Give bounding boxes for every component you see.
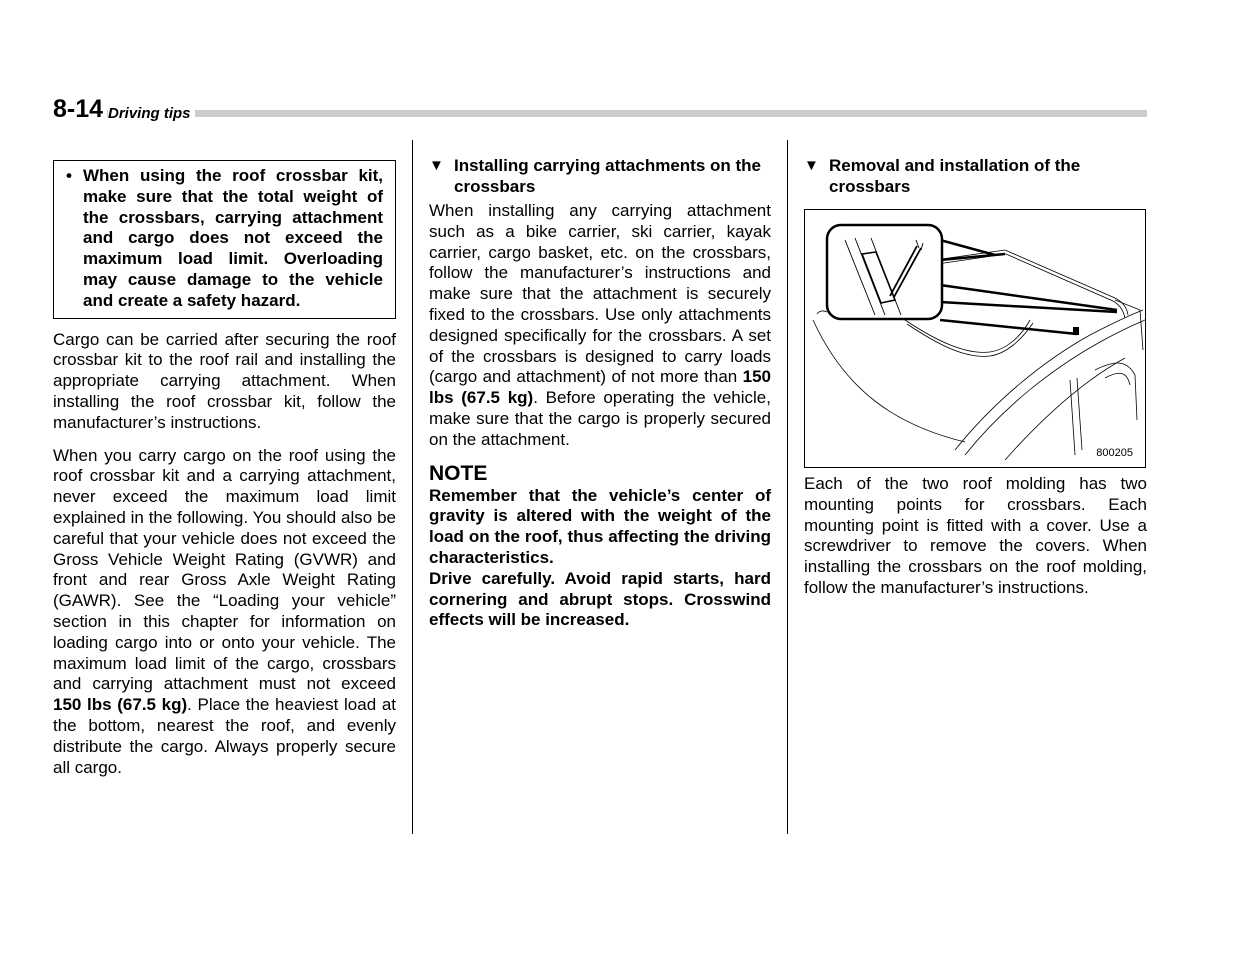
note-paragraph-1: Remember that the vehicle’s center of gravity is altered with the weight of the load on the roof, thus affecting the driving characteristics. — [429, 485, 771, 567]
paragraph-load-limit — [53, 446, 396, 779]
page-number: 8-14 — [53, 95, 107, 123]
heading-installing-attachments — [429, 155, 771, 197]
text-run: When installing any carrying attachment such as a bike carrier, ski carrier, kayak carrier, cargo basket, etc. on the crossbars, follow the manufacturer’s instructions and make sure that the attachment is securely fixed to the crossbars. Use only attachments designed specifically for the crossbars. A set of the crossbars is designed to carry loads (cargo and attachment) of not more than — [429, 201, 771, 387]
figure-id: 800205 — [1096, 447, 1133, 459]
paragraph-mounting-points: Each of the two roof molding has two mounting points for crossbars. Each mounting point is fitted with a cover. Use a screwdriver to remove the covers. When installing the crossbars on the roof molding, follow the manufacturer’s instructions. — [804, 474, 1147, 597]
text-run: . Before operating the vehicle, make sure that the cargo is properly secured on the attachment. — [429, 388, 771, 449]
paragraph-installing — [429, 201, 771, 451]
text-run: . Place the heaviest load at the bottom, nearest the roof, and evenly distribute the cargo. Always properly secure all cargo. — [53, 695, 397, 777]
load-limit-value: 150 lbs (67.5 kg) — [53, 695, 188, 715]
column-2 — [429, 155, 771, 631]
text-run: When you carry cargo on the roof using the roof crossbar kit and a carrying attachment, never exceed the maximum load limit explained in the following. You should also be careful that your vehicle does not exceed the Gross Vehicle Weight Rating (GVWR) and front and rear Gross Axle Weight Rating (GAWR). See the “Loading your vehicle” section in this chapter for information on loading cargo into or onto your vehicle. The maximum load limit of the cargo, crossbars and carrying attachment must not exceed — [53, 445, 396, 694]
warning-text: When using the roof crossbar kit, make sure that the total weight of the crossbars, carrying attachment and cargo does not exceed the maximum load limit. Overloading may cause damage to the vehicle and create a safety hazard. — [83, 166, 383, 310]
roof-crossbar-diagram-icon — [805, 210, 1145, 467]
warning-box — [53, 160, 396, 319]
heading-text: Installing carrying attachments on the crossbars — [454, 156, 762, 196]
roof-molding-illustration — [804, 209, 1146, 468]
note-paragraph-2: Drive carefully. Avoid rapid starts, hard cornering and abrupt stops. Crosswind effects will be increased. — [429, 568, 771, 630]
triangle-down-icon: ▼ — [804, 157, 819, 174]
header-rule — [53, 110, 1147, 117]
section-title: Driving tips — [108, 104, 195, 124]
bullet-icon: • — [66, 166, 72, 185]
triangle-down-icon: ▼ — [429, 157, 444, 174]
paragraph-cargo-intro: Cargo can be carried after securing the roof crossbar kit to the roof rail and installing the appropriate carrying attachment. When installing the roof crossbar kit, follow the manufacturer’s instructions. — [53, 329, 396, 432]
heading-removal-installation — [804, 155, 1147, 197]
heading-text: Removal and installation of the crossbars — [829, 156, 1081, 196]
column-1 — [53, 160, 396, 778]
column-divider-2 — [787, 140, 788, 834]
note-title: NOTE — [429, 461, 488, 485]
load-limit-value: 150 lbs (67.5 kg) — [429, 367, 771, 408]
page-header — [53, 95, 1148, 125]
column-3 — [804, 155, 1147, 599]
column-divider-1 — [412, 140, 413, 834]
